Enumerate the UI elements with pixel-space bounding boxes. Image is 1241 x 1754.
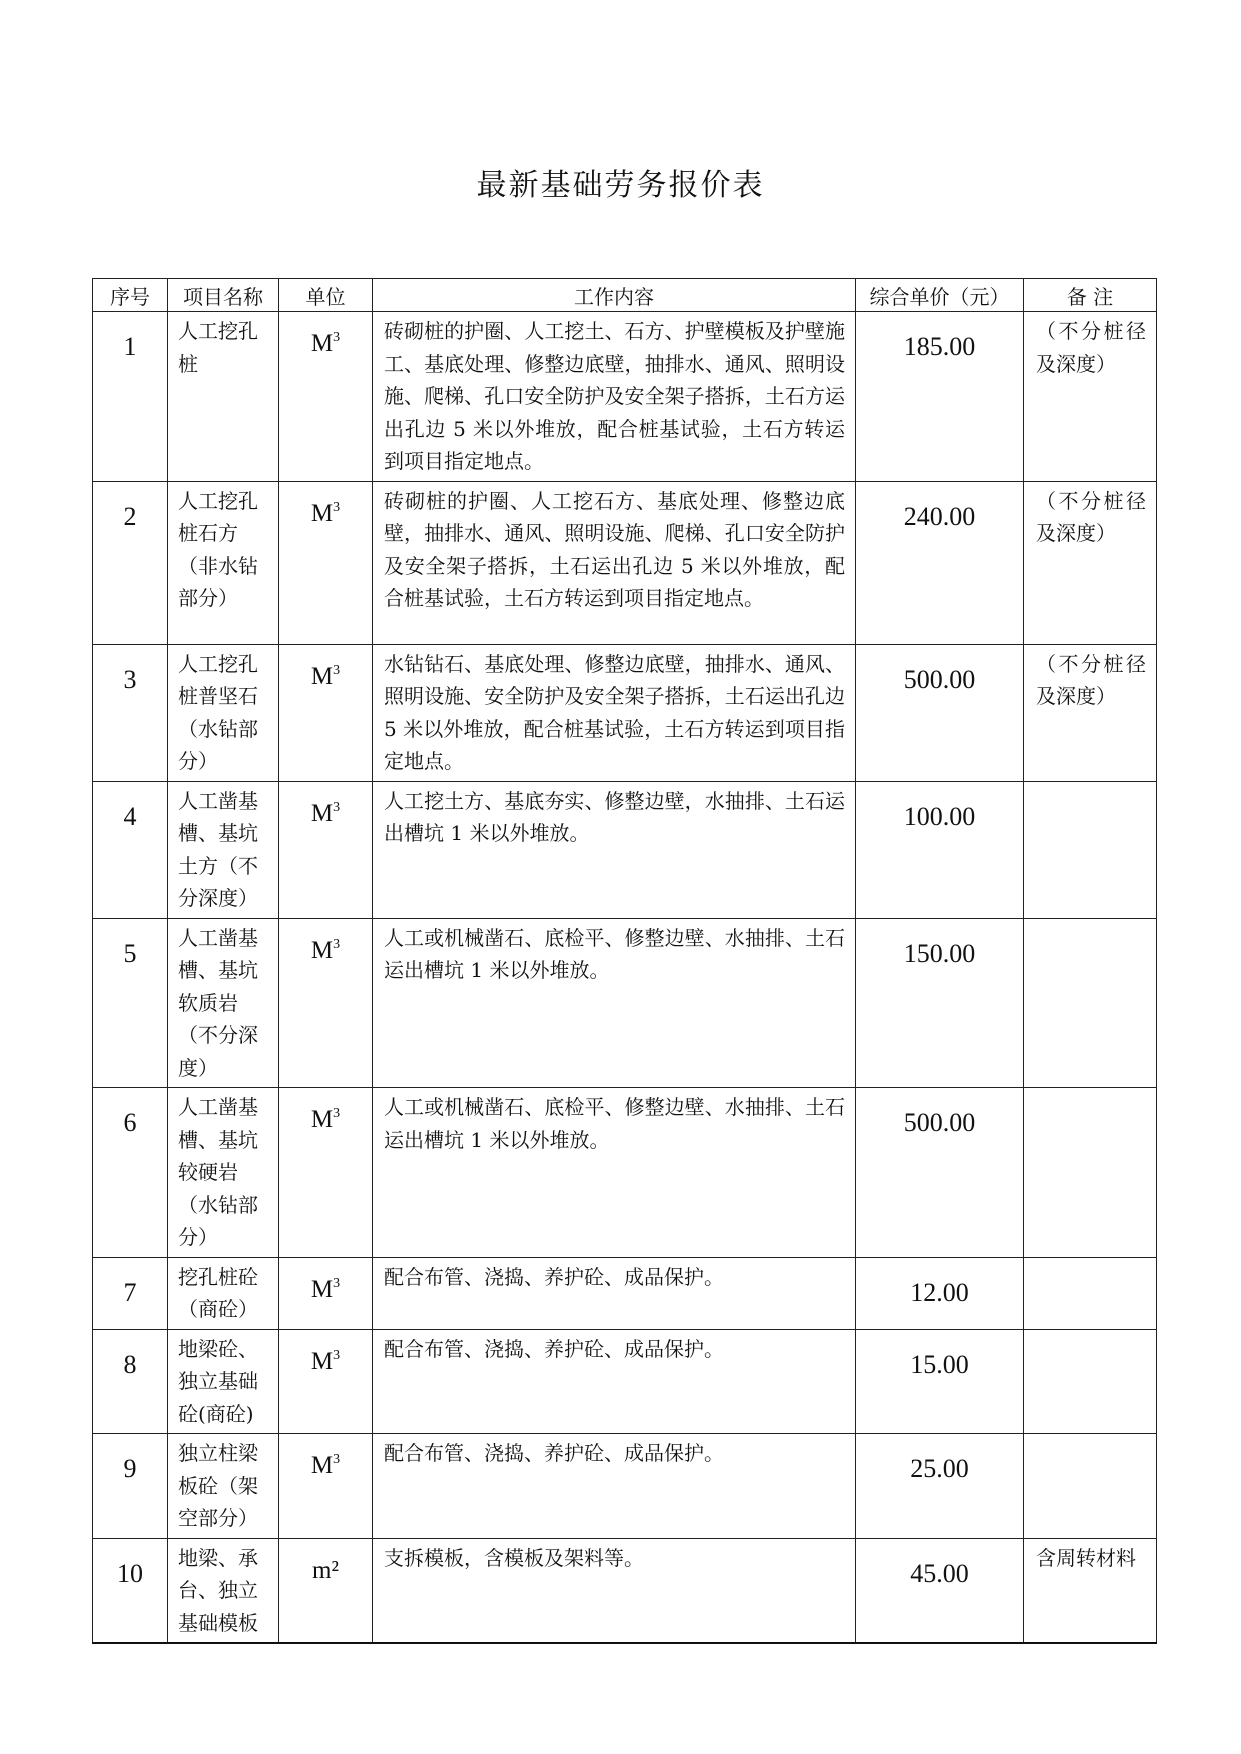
header-no: 序号 — [93, 279, 168, 312]
table-row — [93, 1434, 1157, 1539]
row-price: 45.00 — [856, 1538, 1024, 1643]
row-content: 人工或机械凿石、底检平、修整边壁、水抽排、土石运出槽坑 1 米以外堆放。 — [373, 918, 856, 1088]
row-no: 5 — [93, 918, 168, 1088]
row-price: 500.00 — [856, 1088, 1024, 1258]
row-unit — [279, 1088, 373, 1258]
row-note: 含周转材料 — [1024, 1538, 1157, 1643]
table-header-row — [93, 279, 1157, 312]
row-note: （不分桩径及深度） — [1024, 312, 1157, 482]
unit-base: M — [310, 1106, 334, 1133]
table-row — [93, 481, 1157, 644]
row-unit — [279, 1538, 373, 1643]
row-note — [1024, 1329, 1157, 1434]
row-unit — [279, 1329, 373, 1434]
row-no: 4 — [93, 781, 168, 918]
table-row — [93, 781, 1157, 918]
unit-superscript: 3 — [333, 936, 341, 952]
row-content: 水钻钻石、基底处理、修整边底壁，抽排水、通风、照明设施、安全防护及安全架子搭拆，土石运出孔边 5 米以外堆放，配合桩基试验，土石方转运到项目指定地点。 — [373, 644, 856, 781]
row-unit — [279, 918, 373, 1088]
table-row — [93, 1088, 1157, 1258]
header-unit: 单位 — [279, 279, 373, 312]
unit-base: M — [310, 499, 334, 527]
table-row — [93, 1538, 1157, 1643]
row-name: 人工凿基槽、基坑较硬岩（水钻部分） — [168, 1088, 279, 1258]
row-name: 挖孔桩砼（商砼） — [168, 1257, 279, 1329]
row-name: 人工挖孔桩普坚石（水钻部分） — [168, 644, 279, 781]
unit-base: m² — [312, 1556, 339, 1584]
row-note — [1024, 1434, 1157, 1539]
row-note: （不分桩径及深度） — [1024, 481, 1157, 644]
row-content: 砖砌桩的护圈、人工挖石方、基底处理、修整边底壁，抽排水、通风、照明设施、爬梯、孔口安全防护及安全架子搭拆，土石运出孔边 5 米以外堆放，配合桩基试验，土石方转运到项目指定地点。 — [373, 481, 856, 644]
unit-superscript: 3 — [333, 499, 341, 515]
row-unit — [279, 781, 373, 918]
row-name: 人工挖孔桩 — [168, 312, 279, 482]
row-name: 人工凿基槽、基坑软质岩（不分深度） — [168, 918, 279, 1088]
unit-superscript: 3 — [333, 1275, 341, 1291]
row-content: 配合布管、浇捣、养护砼、成品保护。 — [373, 1329, 856, 1434]
unit-base: M — [310, 799, 334, 827]
row-content: 支拆模板，含模板及架料等。 — [373, 1538, 856, 1643]
row-price: 185.00 — [856, 312, 1024, 482]
header-name: 项目名称 — [168, 279, 279, 312]
row-content: 配合布管、浇捣、养护砼、成品保护。 — [373, 1257, 856, 1329]
table-row — [93, 1329, 1157, 1434]
unit-base: M — [310, 936, 334, 964]
unit-base: M — [310, 662, 334, 690]
row-no: 1 — [93, 312, 168, 482]
table-row — [93, 312, 1157, 482]
row-no: 6 — [93, 1088, 168, 1258]
row-name: 地梁砼、独立基础砼(商砼) — [168, 1329, 279, 1434]
row-price: 150.00 — [856, 918, 1024, 1088]
unit-base: M — [310, 330, 334, 357]
row-unit — [279, 1257, 373, 1329]
row-unit — [279, 312, 373, 482]
row-note — [1024, 1088, 1157, 1258]
row-no: 9 — [93, 1434, 168, 1539]
row-price: 15.00 — [856, 1329, 1024, 1434]
header-content: 工作内容 — [373, 279, 856, 312]
row-name: 人工凿基槽、基坑土方（不分深度） — [168, 781, 279, 918]
table-row — [93, 918, 1157, 1088]
unit-superscript: 3 — [333, 799, 341, 815]
row-content: 人工挖土方、基底夯实、修整边壁，水抽排、土石运出槽坑 1 米以外堆放。 — [373, 781, 856, 918]
row-note — [1024, 781, 1157, 918]
quotation-table — [92, 278, 1157, 1644]
row-no: 2 — [93, 481, 168, 644]
row-price: 500.00 — [856, 644, 1024, 781]
unit-superscript: 3 — [333, 662, 341, 678]
unit-base: M — [310, 1347, 334, 1375]
row-content: 配合布管、浇捣、养护砼、成品保护。 — [373, 1434, 856, 1539]
row-note: （不分桩径及深度） — [1024, 644, 1157, 781]
row-name: 地梁、承台、独立基础模板 — [168, 1538, 279, 1643]
row-note — [1024, 1257, 1157, 1329]
header-price: 综合单价（元） — [856, 279, 1024, 312]
unit-base: M — [310, 1275, 334, 1303]
row-price: 240.00 — [856, 481, 1024, 644]
row-price: 100.00 — [856, 781, 1024, 918]
unit-superscript: 3 — [333, 330, 341, 345]
row-name: 人工挖孔桩石方（非水钻部分） — [168, 481, 279, 644]
row-price: 25.00 — [856, 1434, 1024, 1539]
row-content: 砖砌桩的护圈、人工挖土、石方、护壁模板及护壁施工、基底处理、修整边底壁，抽排水、通风、照明设施、爬梯、孔口安全防护及安全架子搭拆，土石方运出孔边 5 米以外堆放，配合桩基试验，土石方转运到项目指定地点。 — [373, 312, 856, 482]
row-note — [1024, 918, 1157, 1088]
row-no: 8 — [93, 1329, 168, 1434]
row-no: 7 — [93, 1257, 168, 1329]
row-unit — [279, 481, 373, 644]
row-no: 10 — [93, 1538, 168, 1643]
header-note: 备 注 — [1024, 279, 1157, 312]
unit-base: M — [310, 1452, 334, 1479]
unit-superscript: 3 — [333, 1347, 341, 1363]
document-title: 最新基础劳务报价表 — [476, 168, 765, 203]
unit-superscript: 3 — [333, 1452, 341, 1467]
row-name: 独立柱梁板砼（架空部分） — [168, 1434, 279, 1539]
row-no: 3 — [93, 644, 168, 781]
table-row — [93, 644, 1157, 781]
row-unit — [279, 1434, 373, 1539]
row-unit — [279, 644, 373, 781]
row-content: 人工或机械凿石、底检平、修整边壁、水抽排、土石运出槽坑 1 米以外堆放。 — [373, 1088, 856, 1258]
table-row — [93, 1257, 1157, 1329]
row-price: 12.00 — [856, 1257, 1024, 1329]
unit-superscript: 3 — [333, 1106, 341, 1121]
